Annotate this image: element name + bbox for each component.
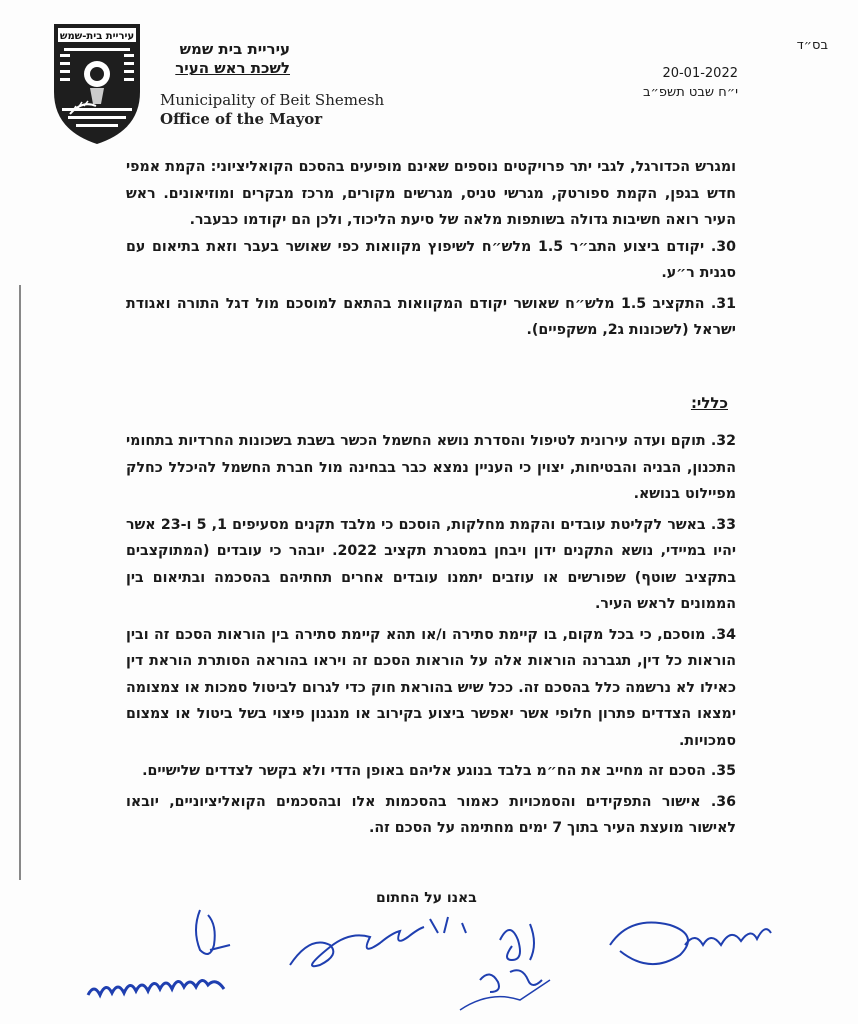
clause-text: אישור התפקידים והסמכויות כאמור בהסכמות אלו ובהסכמים הקואליציוניים, יובאו לאישור מועצת העיר בתוך 7 ימים מחתימה על הסכם זה. [126, 793, 736, 836]
office-name-he: לשכת ראש העיר [175, 59, 290, 77]
clause-number: 33. [710, 516, 736, 533]
svg-text:עיריית בית-שמש: עיריית בית-שמש [59, 31, 135, 42]
clause-36 [126, 789, 736, 842]
section-title: כללי: [690, 394, 728, 412]
org-name-english [160, 91, 384, 129]
clause-text: הסכם זה מחייב את הח״מ בלבד בנוגע אליהם באופן הדדי ולא בקשר לצדדים שלישיים. [142, 763, 706, 779]
clause-32 [126, 428, 736, 508]
clause-number: 36. [710, 793, 736, 810]
document-meta [643, 36, 828, 102]
clause-number: 32. [710, 433, 736, 449]
clause-34 [126, 622, 736, 755]
clause-text: מוסכם, כי בכל מקום, בו קיימת סתירה ו/או תהא קיימת סתירה בין הוראות הסכם זה ובין הוראות כל דין, תגברנה הוראות אלה על הוראות הסכם זה ויראו בהוראה הסותרת הוראת דין כאילו לא נרשמה כלל בהסכם זה. ככל שיש בהוראת חוק כדי לגרום לביטול סמכות או צמצומה ימצאו הצדדים פתרון חלופי אשר יאפשר ביצוע בקירוב או מנגנון פיצוי בשל ביטול או צמצום סמכויות. [126, 626, 736, 749]
clause-number: 34. [710, 626, 736, 643]
bsd-mark: בס״ד [796, 38, 828, 53]
clause-text: יקודם ביצוע התב״ר 1.5 מלש״ח לשיפוץ מקוואות כפי שאושר בעבר וזאת בתיאום עם סגנית ר״ע. [126, 238, 736, 281]
body-text-part2 [126, 428, 736, 846]
clause-text: באשר לקליטת עובדים והקמת מחלקות, הוסכם כי מלבד תקנים מסעיפים 1, 5 ו-23 אשר יהיו במיידי, נושא התקנים ידון ויבחן במסגרת תקציב 2022. יובהר כי עובדים (המתוקצבים בתקציב שוטף) שפורשים או עוזבים יתמנו עובדים אחרים תחתיהם בהסכמה ובתיאום בין הממונים לראש העיר. [126, 516, 736, 612]
signature-3 [450, 910, 580, 1020]
clause-33 [126, 512, 736, 618]
date-gregorian: 20-01-2022 [662, 66, 738, 81]
body-text-part1 [126, 154, 736, 348]
signature-4 [590, 905, 780, 985]
intro-paragraph: ומגרש הכדורגל, לגבי יתר פרויקטים נוספים שאינם מופיעים בהסכם הקואליציוני: הקמת אמפי חדש בגפן, הקמת ספורטק, מגרשי טניס, מגרשים מקורים, מרכז מבקרים ומוזיאונים. ראש העיר רואה חשיבות גדולה בשותפות מלאה של סיעת הליכוד, ולכן הם יקודמו כבעבר. [126, 159, 736, 228]
clause-text: תוקם ועדה עירונית לטיפול והסדרת נושא החשמל הכשר בשבת בשכונות החרדיות בתחומי התכנון, הבניה והבטיחות, יצוין כי העניין נמצא כבר בבחינה מול חברת החשמל להיכלל כחלק מפיילוט בנושא. [126, 433, 736, 502]
municipality-emblem-icon [52, 22, 142, 146]
date-hebrew: י״ח שבט תשפ״ב [643, 85, 738, 100]
org-name-hebrew [160, 40, 290, 78]
municipality-name-he: עיריית בית שמש [179, 40, 290, 58]
clause-text: התקציב 1.5 מלש״ח שאושר יקודם המקוואות בהתאם למוסכם מול דגל התורה ואגודת ישראל (לשכונות ג2, משקפיים). [126, 295, 736, 338]
clause-31 [126, 291, 736, 344]
clause-30 [126, 234, 736, 287]
municipality-name-en: Municipality of Beit Shemesh [160, 91, 385, 109]
signature-1 [80, 900, 250, 1010]
office-name-en: Office of the Mayor [160, 110, 323, 128]
clause-number: 35. [710, 763, 736, 779]
clause-35 [126, 758, 736, 785]
clause-number: 30. [710, 238, 736, 255]
clause-number: 31. [710, 295, 736, 312]
scan-edge-line [19, 285, 21, 880]
closing-line: באנו על החתום [376, 890, 477, 906]
